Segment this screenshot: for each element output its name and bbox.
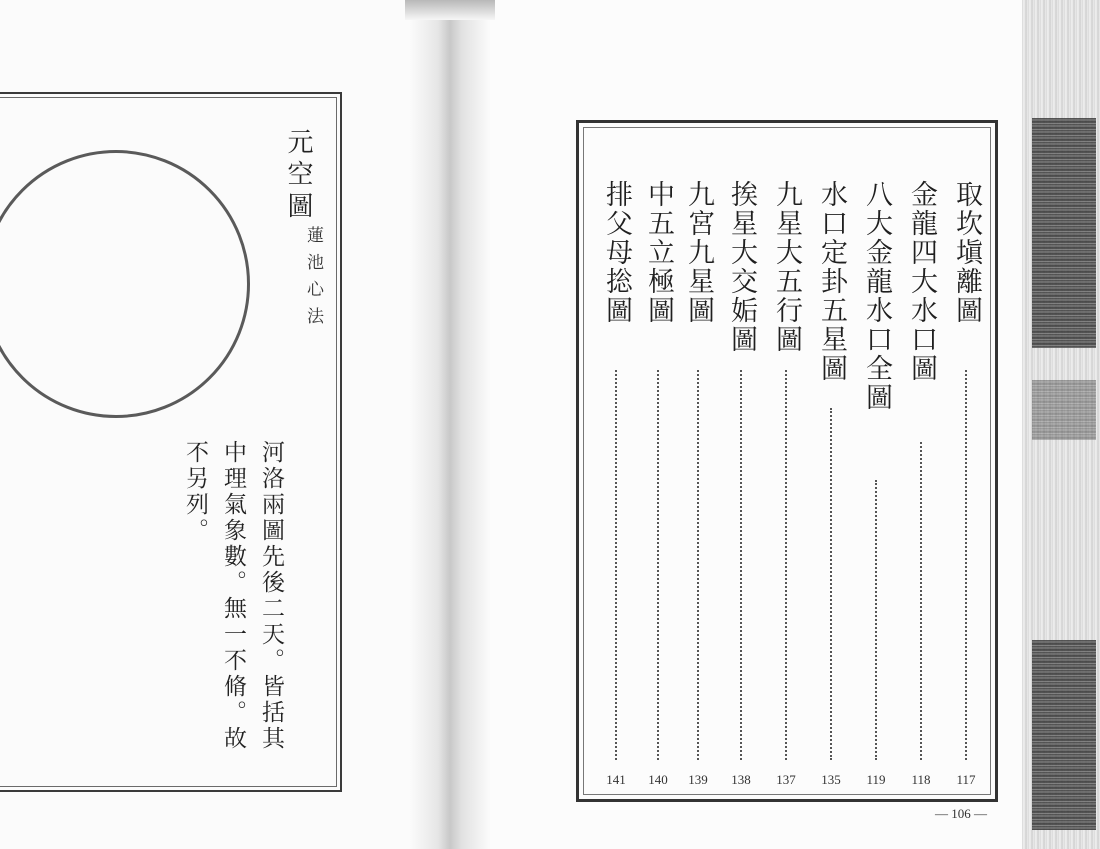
toc-entry-page: 139 — [688, 772, 708, 787]
toc-leader-dots — [657, 370, 659, 760]
toc-leader-dots — [785, 370, 787, 760]
diagram-title: 元空圖 — [283, 128, 313, 224]
toc-leader-dots — [920, 442, 922, 760]
gutter-shadow — [405, 0, 495, 20]
toc-leader-dots — [615, 370, 617, 760]
toc-entry — [948, 180, 984, 788]
diagram-subtitle: 蓮池心法 — [303, 226, 323, 334]
toc-leader-dots — [875, 480, 877, 760]
toc-entry — [680, 180, 716, 788]
table-of-contents — [598, 180, 988, 788]
toc-leader-dots — [740, 370, 742, 760]
toc-entry-page: 117 — [956, 772, 976, 787]
toc-entry — [768, 180, 804, 788]
toc-entry-page: 141 — [606, 772, 626, 787]
toc-entry-label: 排父母捴圖 — [601, 180, 632, 325]
toc-entry-label: 九星大五行圖 — [771, 180, 802, 354]
toc-entry-label: 取坎塡離圖 — [951, 180, 982, 325]
toc-entry-label: 中五立極圖 — [643, 180, 674, 325]
toc-leader-dots — [830, 408, 832, 760]
toc-entry-page: 118 — [911, 772, 931, 787]
toc-entry-page: 135 — [821, 772, 841, 787]
toc-entry — [598, 180, 634, 788]
toc-entry-page: 137 — [776, 772, 796, 787]
toc-leader-dots — [965, 370, 967, 760]
page-edges — [1022, 0, 1100, 849]
book-gutter — [410, 0, 490, 849]
toc-entry — [723, 180, 759, 788]
toc-entry-label: 挨星大交姤圖 — [726, 180, 757, 354]
toc-entry-page: 140 — [648, 772, 668, 787]
toc-entry — [903, 180, 939, 788]
toc-entry-page: 138 — [731, 772, 751, 787]
toc-entry — [813, 180, 849, 788]
toc-entry-page: 119 — [866, 772, 886, 787]
toc-leader-dots — [697, 370, 699, 760]
toc-entry-label: 水口定卦五星圖 — [816, 180, 847, 383]
toc-entry — [640, 180, 676, 788]
toc-entry — [858, 180, 894, 788]
toc-entry-label: 八大金龍水口全圖 — [861, 180, 892, 412]
diagram-note: 河洛兩圖先後二天。皆括其中理氣象數。無一不脩。故不另列。 — [182, 440, 284, 752]
page-number: — 106 — — [935, 806, 987, 821]
toc-entry-label: 九宮九星圖 — [683, 180, 714, 325]
toc-entry-label: 金龍四大水口圖 — [906, 180, 937, 383]
